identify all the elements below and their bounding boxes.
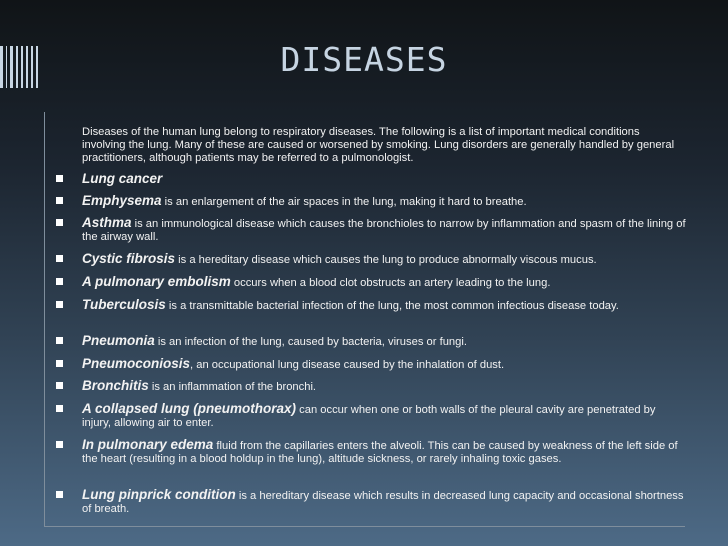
list-item <box>82 357 686 372</box>
disease-term: A pulmonary embolism <box>82 274 231 289</box>
disease-description: occurs when a blood clot obstructs an artery leading to the lung. <box>230 277 551 289</box>
list-item <box>82 194 686 209</box>
decorative-stripes <box>0 46 38 88</box>
list-item <box>82 402 686 430</box>
bullet-icon <box>56 255 63 262</box>
disease-term: Pneumoconiosis <box>82 356 191 371</box>
disease-term: Cystic fibrosis <box>82 251 176 266</box>
disease-term: Tuberculosis <box>82 297 166 312</box>
disease-description: is an inflammation of the bronchi. <box>148 381 317 393</box>
disease-description: is an infection of the lung, caused by bacteria, viruses or fungi. <box>154 336 467 348</box>
disease-term: Emphysema <box>82 193 162 208</box>
bullet-icon <box>56 278 63 285</box>
bullet-icon <box>56 491 63 498</box>
disease-description: is a hereditary disease which causes the lung to produce abnormally viscous mucus. <box>175 254 597 266</box>
disease-term: Asthma <box>82 215 132 230</box>
disease-term: In pulmonary edema <box>82 437 214 452</box>
slide-title: DISEASES <box>280 40 448 79</box>
bullet-icon <box>56 382 63 389</box>
disease-description: is an enlargement of the air spaces in the lung, making it hard to breathe. <box>161 196 527 208</box>
bullet-icon <box>56 197 63 204</box>
bullet-icon <box>56 360 63 367</box>
list-item <box>82 216 686 244</box>
list-item <box>82 379 686 394</box>
bullet-icon <box>56 337 63 344</box>
list-item <box>82 172 686 187</box>
list-item <box>82 438 686 466</box>
disease-term: Bronchitis <box>82 378 149 393</box>
disease-description: is a transmittable bacterial infection of the lung, the most common infectious disease today. <box>165 300 619 312</box>
list-item <box>82 252 686 267</box>
bullet-icon <box>56 175 63 182</box>
bullet-icon <box>56 301 63 308</box>
list-item <box>82 298 686 313</box>
intro-paragraph: Diseases of the human lung belong to respiratory diseases. The following is a list of important medical conditions involving the lung. Many of these are caused or worsened by smoking. Lung disorders are generally handled by general practitioners, although patients may be referred to a pulmonologist. <box>82 126 675 164</box>
disease-description: , an occupational lung disease caused by the inhalation of dust. <box>190 359 505 371</box>
list-item <box>82 334 686 349</box>
list-item <box>82 275 686 290</box>
disease-term: Lung cancer <box>82 171 163 186</box>
disease-term: Lung pinprick condition <box>82 487 236 502</box>
disease-description: can occur when one or both walls of the pleural cavity are penetrated by injury, allowing air to enter. <box>82 404 656 429</box>
bullet-icon <box>56 441 63 448</box>
bullet-icon <box>56 219 63 226</box>
list-item <box>82 488 686 516</box>
disease-description: is an immunological disease which causes the bronchioles to narrow by inflammation and spasm of the lining of the airway wall. <box>82 218 686 243</box>
disease-description: is a hereditary disease which results in decreased lung capacity and occasional shortness of breath. <box>82 490 684 515</box>
disease-term: Pneumonia <box>82 333 155 348</box>
disease-description: fluid from the capillaries enters the alveoli. This can be caused by weakness of the left side of the heart (resulting in a blood holdup in the lung), altitude sickness, or rarely inhaling toxic gases. <box>82 440 678 465</box>
disease-term: A collapsed lung (pneumothorax) <box>82 401 297 416</box>
bullet-icon <box>56 405 63 412</box>
